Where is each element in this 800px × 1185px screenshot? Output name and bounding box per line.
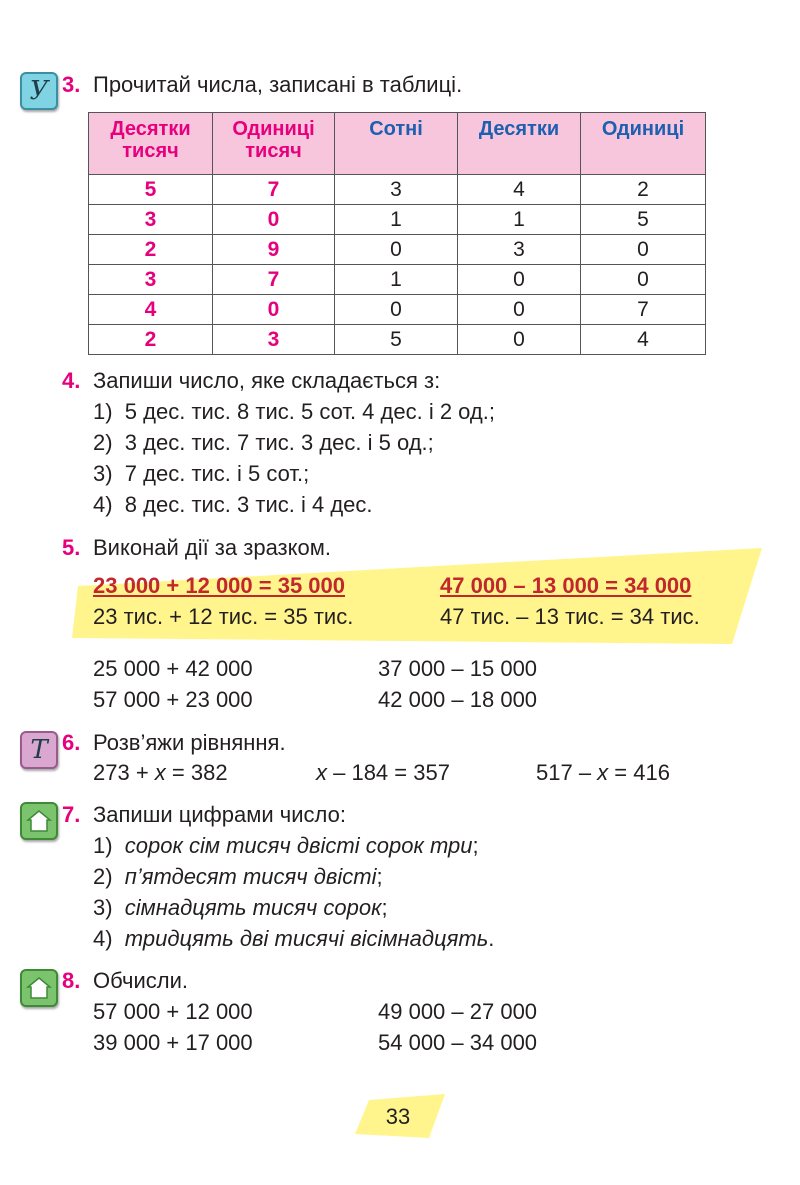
table-row — [89, 175, 706, 205]
header-tens: Десятки — [458, 113, 581, 175]
list-item: 4) 8 дес. тис. 3 тис. і 4 дес. — [93, 492, 373, 517]
exercise-3-number: 3. — [62, 72, 81, 97]
exercise-5-text: Виконай дії за зразком. — [93, 535, 331, 560]
list-item: 3) сімнадцять тисяч сорок; — [93, 895, 388, 920]
header-ten-thousands: Десятки тисяч — [89, 113, 213, 175]
table-row — [89, 295, 706, 325]
table-cell: 4 — [581, 325, 706, 355]
exercise-7-number: 7. — [62, 802, 81, 827]
table-cell: 1 — [458, 205, 581, 235]
list-item: 2) 3 дес. тис. 7 тис. 3 дес. і 5 од.; — [93, 430, 434, 455]
equation: 273 + x = 382 — [93, 760, 228, 785]
place-value-table — [88, 112, 706, 355]
table-cell: 5 — [335, 325, 458, 355]
table-cell: 0 — [335, 235, 458, 265]
table-cell: 1 — [335, 265, 458, 295]
table-cell: 7 — [213, 175, 335, 205]
exercise-3-text: Прочитай числа, записані в таблиці. — [93, 72, 463, 97]
sample-addition-thousands: 23 тис. + 12 тис. = 35 тис. — [93, 604, 354, 629]
sample-subtraction: 47 000 – 13 000 = 34 000 — [440, 573, 692, 598]
table-cell: 9 — [213, 235, 335, 265]
list-item: 4) тридцять дві тисячі вісімнадцять. — [93, 926, 495, 951]
table-cell: 0 — [458, 325, 581, 355]
exercise-4-number: 4. — [62, 368, 81, 393]
table-cell: 3 — [335, 175, 458, 205]
table-cell: 3 — [89, 265, 213, 295]
table-cell: 4 — [89, 295, 213, 325]
table-header-row — [89, 113, 706, 175]
exercise-8-text: Обчисли. — [93, 968, 188, 993]
header-thousands: Одиниці тисяч — [213, 113, 335, 175]
task: 39 000 + 17 000 — [93, 1030, 253, 1055]
table-cell: 7 — [581, 295, 706, 325]
table-cell: 5 — [581, 205, 706, 235]
table-cell: 3 — [89, 205, 213, 235]
table-cell: 0 — [581, 235, 706, 265]
table-cell: 0 — [213, 205, 335, 235]
list-item: 3) 7 дес. тис. і 5 сот.; — [93, 461, 310, 486]
table-row — [89, 205, 706, 235]
table-cell: 0 — [335, 295, 458, 325]
task: 25 000 + 42 000 — [93, 656, 253, 681]
table-cell: 3 — [213, 325, 335, 355]
table-cell: 0 — [213, 295, 335, 325]
equation: 517 – x = 416 — [536, 760, 670, 785]
table-cell: 2 — [89, 325, 213, 355]
exercise-6-text: Розв’яжи рівняння. — [93, 730, 286, 755]
table-cell: 2 — [581, 175, 706, 205]
sample-addition: 23 000 + 12 000 = 35 000 — [93, 573, 346, 598]
task: 57 000 + 23 000 — [93, 687, 253, 712]
table-cell: 5 — [89, 175, 213, 205]
exercise-5-number: 5. — [62, 535, 81, 560]
house-icon — [20, 802, 58, 840]
table-row — [89, 235, 706, 265]
table-cell: 2 — [89, 235, 213, 265]
table-row — [89, 265, 706, 295]
exercise-6-number: 6. — [62, 730, 81, 755]
header-hundreds: Сотні — [335, 113, 458, 175]
task: 54 000 – 34 000 — [378, 1030, 538, 1055]
table-cell: 0 — [458, 295, 581, 325]
task: 57 000 + 12 000 — [93, 999, 253, 1024]
exercise-4-text: Запиши число, яке складається з: — [93, 368, 441, 393]
list-item: 1) 5 дес. тис. 8 тис. 5 сот. 4 дес. і 2 од.; — [93, 399, 495, 424]
table-cell: 1 — [335, 205, 458, 235]
page-number: 33 — [385, 1104, 411, 1129]
task: 42 000 – 18 000 — [378, 687, 538, 712]
table-cell: 4 — [458, 175, 581, 205]
task: 49 000 – 27 000 — [378, 999, 538, 1024]
table-cell: 3 — [458, 235, 581, 265]
house-icon — [20, 969, 58, 1007]
table-cell: 0 — [581, 265, 706, 295]
sample-subtraction-thousands: 47 тис. – 13 тис. = 34 тис. — [440, 604, 700, 629]
t-badge-icon: Т — [20, 731, 58, 769]
exercise-7-text: Запиши цифрами число: — [93, 802, 346, 827]
table-cell: 0 — [458, 265, 581, 295]
u-badge-icon: У — [20, 72, 58, 110]
equation: x – 184 = 357 — [316, 760, 450, 785]
list-item: 1) сорок сім тисяч двісті сорок три; — [93, 833, 479, 858]
header-units: Одиниці — [581, 113, 706, 175]
list-item: 2) п’ятдесят тисяч двісті; — [93, 864, 383, 889]
table-row — [89, 325, 706, 355]
task: 37 000 – 15 000 — [378, 656, 538, 681]
exercise-8-number: 8. — [62, 968, 81, 993]
table-cell: 7 — [213, 265, 335, 295]
